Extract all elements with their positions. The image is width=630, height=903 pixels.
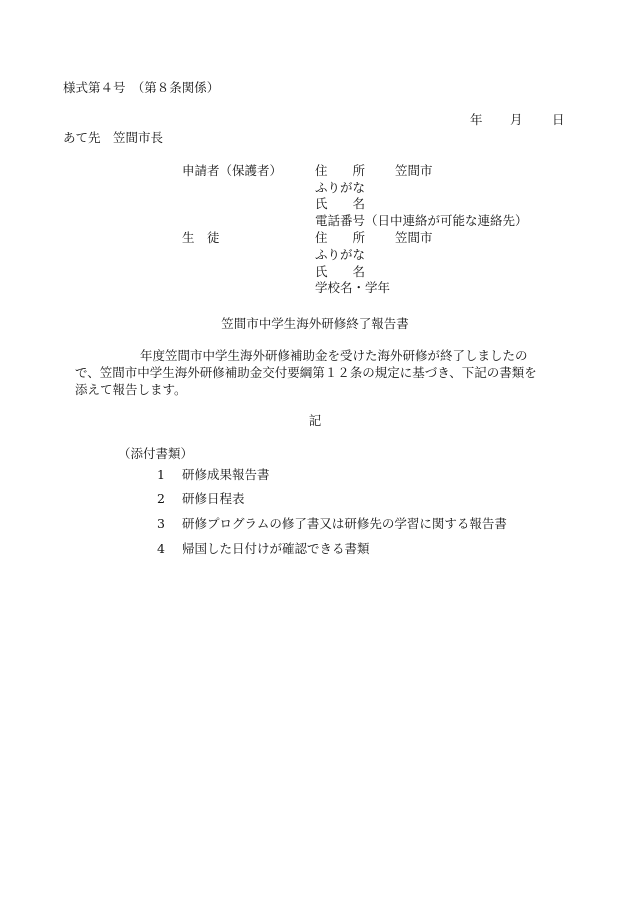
student-address-label: 住 所	[315, 230, 366, 245]
applicant-name-label: 氏 名	[315, 196, 366, 211]
student-name-label: 氏 名	[315, 264, 366, 279]
body-line-1: 年度笠間市中学生海外研修補助金を受けた海外研修が終了しましたの	[140, 348, 528, 363]
date-day: 日	[552, 112, 565, 127]
date-year: 年	[470, 112, 483, 127]
ki-heading: 記	[308, 413, 322, 428]
attachment-text: 研修プログラムの修了書又は研修先の学習に関する報告書	[182, 516, 507, 531]
form-number: 様式第４号 （第８条関係）	[63, 80, 220, 95]
body-line-3: 添えて報告します。	[75, 382, 187, 397]
attachment-number: 4	[157, 541, 165, 556]
applicant-address-label: 住 所	[315, 163, 366, 178]
attachments-header: （添付書類）	[118, 446, 194, 461]
attachment-text: 研修日程表	[182, 491, 245, 506]
attachment-number: 2	[157, 491, 165, 506]
student-furigana-label: ふりがな	[315, 247, 366, 262]
applicant-address-value: 笠間市	[395, 163, 433, 178]
date-month: 月	[510, 112, 523, 127]
applicant-role: 申請者（保護者）	[182, 163, 283, 178]
applicant-phone-label: 電話番号（日中連絡が可能な連絡先）	[315, 213, 528, 228]
student-role: 生 徒	[182, 230, 220, 245]
attachment-number: 3	[157, 516, 165, 531]
attachment-text: 研修成果報告書	[182, 467, 270, 482]
student-school-label: 学校名・学年	[315, 280, 391, 295]
addressee: あて先 笠間市長	[63, 130, 164, 145]
attachment-text: 帰国した日付けが確認できる書類	[182, 541, 370, 556]
applicant-furigana-label: ふりがな	[315, 180, 366, 195]
body-line-2: で、笠間市中学生海外研修補助金交付要綱第１２条の規定に基づき、下記の書類を	[75, 365, 537, 380]
attachment-number: 1	[157, 467, 165, 482]
student-address-value: 笠間市	[395, 230, 433, 245]
document-title: 笠間市中学生海外研修終了報告書	[221, 316, 409, 331]
